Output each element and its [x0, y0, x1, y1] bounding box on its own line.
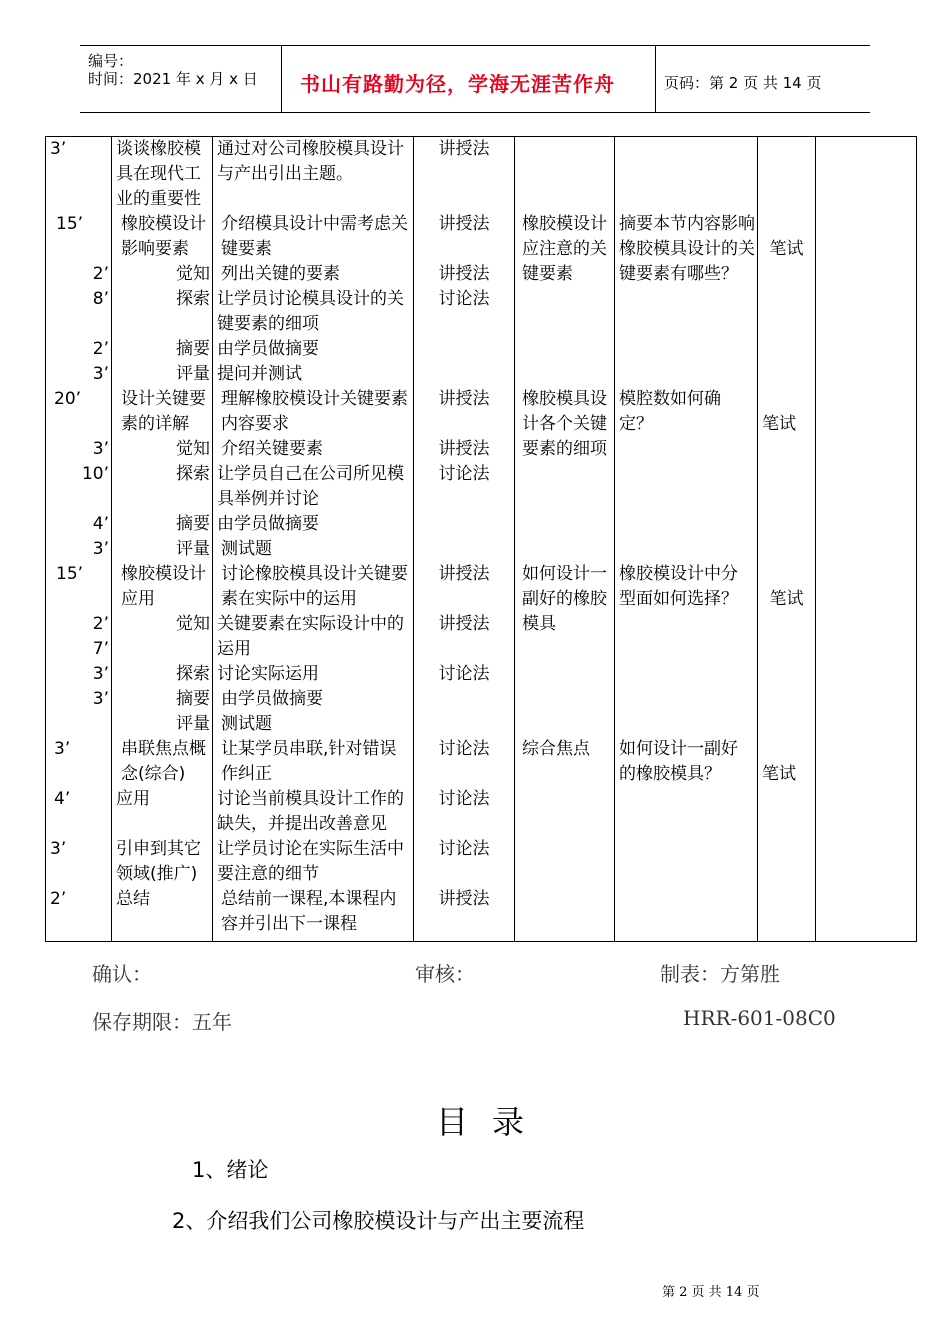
table-cell-time: 2’ — [92, 264, 109, 284]
table-cell-question: 摘要本节内容影响橡胶模具设计的关键要素有哪些？ — [619, 214, 755, 284]
table-cell-time: 3’ — [50, 839, 67, 859]
table-cell-method: 讨论法 — [438, 739, 490, 759]
table-cell-detail: 让学员讨论在实际生活中要注意的细节 — [217, 839, 404, 884]
table-cell-focus: 综合焦点 — [522, 739, 590, 759]
table-cell-method: 讲授法 — [438, 614, 490, 634]
table-cell-content: 觉知 — [176, 264, 210, 284]
table-cell-time: 15’ — [56, 564, 84, 584]
table-cell-detail: 理解橡胶模设计关键要素内容要求 — [221, 389, 408, 434]
table-cell-time: 10’ — [81, 464, 109, 484]
table-cell-detail: 通过对公司橡胶模具设计与产出引出主题。 — [217, 139, 404, 184]
table-cell-method: 讲授法 — [438, 214, 490, 234]
table-cell-detail: 由学员做摘要 — [221, 689, 323, 709]
table-cell-method: 讨论法 — [438, 464, 490, 484]
table-cell-focus: 如何设计一副好的橡胶模具 — [522, 564, 607, 634]
table-cell-time: 7’ — [92, 639, 109, 659]
table-cell-detail: 由学员做摘要 — [217, 514, 319, 534]
table-cell-detail: 总结前一课程,本课程内容并引出下一课程 — [221, 889, 397, 934]
header-divider-2 — [655, 45, 656, 113]
table-cell-detail: 讨论实际运用 — [217, 664, 319, 684]
col-divider — [614, 136, 615, 942]
col-divider — [815, 136, 816, 942]
table-cell-time: 3’ — [50, 139, 67, 159]
retention-label: 保存期限：五年 — [92, 1010, 232, 1034]
table-cell-content: 总结 — [116, 889, 150, 909]
table-cell-method: 讨论法 — [438, 289, 490, 309]
toc-item: 2、介绍我们公司橡胶模设计与产出主要流程 — [172, 1209, 585, 1233]
col-divider — [212, 136, 213, 942]
table-cell-content: 摘要 — [176, 689, 210, 709]
table-cell-detail: 测试题 — [221, 539, 272, 559]
table-cell-detail: 让学员自己在公司所见模具举例并讨论 — [217, 464, 404, 509]
table-cell-method: 讲授法 — [438, 264, 490, 284]
table-cell-content: 评量 — [176, 539, 210, 559]
table-cell-time: 2’ — [92, 614, 109, 634]
table-cell-question: 如何设计一副好的橡胶模具？ — [619, 739, 738, 784]
table-cell-assessment: 笔试 — [762, 414, 796, 434]
table-cell-detail: 讨论当前模具设计工作的缺失，并提出改善意见 — [217, 789, 404, 834]
header-motto: 书山有路勤为径，学海无涯苦作舟 — [300, 72, 615, 96]
table-cell-detail: 测试题 — [221, 714, 272, 734]
table-cell-content: 探索 — [176, 464, 210, 484]
table-cell-content: 探索 — [176, 664, 210, 684]
table-cell-content: 摘要 — [176, 514, 210, 534]
table-cell-question: 模腔数如何确定？ — [619, 389, 721, 434]
table-cell-content: 觉知 — [176, 614, 210, 634]
table-cell-method: 讲授法 — [438, 139, 490, 159]
table-cell-assessment: 笔试 — [769, 239, 804, 259]
table-cell-method: 讲授法 — [438, 564, 490, 584]
table-cell-detail: 由学员做摘要 — [217, 339, 319, 359]
confirm-label: 确认： — [92, 962, 152, 986]
table-cell-time: 8’ — [92, 289, 109, 309]
table-cell-time: 3’ — [92, 364, 109, 384]
table-cell-detail: 介绍模具设计中需考虑关键要素 — [221, 214, 408, 259]
table-cell-content: 应用 — [116, 789, 150, 809]
table-cell-time: 4’ — [54, 789, 71, 809]
table-cell-detail: 列出关键的要素 — [221, 264, 340, 284]
table-cell-assessment: 笔试 — [769, 589, 804, 609]
table-cell-time: 20’ — [54, 389, 82, 409]
table-cell-method: 讲授法 — [438, 889, 490, 909]
table-cell-focus: 橡胶模具设计各个关键要素的细项 — [522, 389, 607, 459]
table-cell-assessment: 笔试 — [762, 764, 796, 784]
form-code: HRR-601-08C0 — [683, 1006, 836, 1030]
table-cell-content: 评量 — [176, 714, 210, 734]
table-cell-time: 2’ — [92, 339, 109, 359]
table-cell-method: 讨论法 — [438, 664, 490, 684]
table-cell-method: 讲授法 — [438, 439, 490, 459]
table-cell-content: 设计关键要素的详解 — [121, 389, 206, 434]
col-divider — [514, 136, 515, 942]
table-cell-content: 摘要 — [176, 339, 210, 359]
table-cell-content: 谈谈橡胶模具在现代工业的重要性 — [116, 139, 201, 209]
table-cell-content: 探索 — [176, 289, 210, 309]
doc-code-label: 编号： — [88, 52, 134, 70]
doc-time-label: 时间：2021 年 x 月 x 日 — [88, 70, 258, 88]
table-cell-time: 15’ — [56, 214, 84, 234]
table-cell-content: 橡胶模设计应用 — [121, 564, 206, 609]
table-cell-detail: 提问并测试 — [217, 364, 302, 384]
table-cell-content: 引申到其它领域(推广) — [116, 839, 201, 884]
table-cell-time: 4’ — [92, 514, 109, 534]
table-cell-detail: 介绍关键要素 — [221, 439, 323, 459]
header-divider-1 — [281, 45, 282, 113]
table-cell-time: 3’ — [54, 739, 71, 759]
table-cell-method: 讨论法 — [438, 839, 490, 859]
table-cell-method: 讨论法 — [438, 789, 490, 809]
table-cell-method: 讲授法 — [438, 389, 490, 409]
table-cell-content: 觉知 — [176, 439, 210, 459]
table-cell-time: 3’ — [92, 539, 109, 559]
table-cell-detail: 讨论橡胶模具设计关键要素在实际中的运用 — [221, 564, 408, 609]
maker-label: 制表：方第胜 — [660, 962, 780, 986]
table-cell-content: 橡胶模设计影响要素 — [121, 214, 206, 259]
table-cell-content: 评量 — [176, 364, 210, 384]
toc-title: 目录 — [436, 1103, 549, 1141]
table-cell-time: 3’ — [92, 689, 109, 709]
table-cell-content: 串联焦点概念(综合) — [121, 739, 206, 784]
table-cell-time: 3’ — [92, 439, 109, 459]
header-top-rule — [80, 45, 870, 46]
toc-item: 1、绪论 — [192, 1158, 269, 1182]
review-label: 审核： — [415, 962, 475, 986]
table-cell-question: 橡胶模设计中分型面如何选择？ — [619, 564, 738, 609]
page-indicator: 页码：第 2 页 共 14 页 — [664, 74, 822, 92]
header-bottom-rule — [80, 112, 870, 113]
page-number-footer: 第 2 页 共 14 页 — [662, 1285, 760, 1300]
table-cell-time: 2’ — [50, 889, 67, 909]
col-divider — [413, 136, 414, 942]
table-cell-focus: 橡胶模设计应注意的关键要素 — [522, 214, 607, 284]
table-cell-detail: 让学员讨论模具设计的关键要素的细项 — [217, 289, 404, 334]
table-cell-detail: 关键要素在实际设计中的运用 — [217, 614, 404, 659]
table-cell-time: 3’ — [92, 664, 109, 684]
table-cell-detail: 让某学员串联,针对错误作纠正 — [221, 739, 397, 784]
